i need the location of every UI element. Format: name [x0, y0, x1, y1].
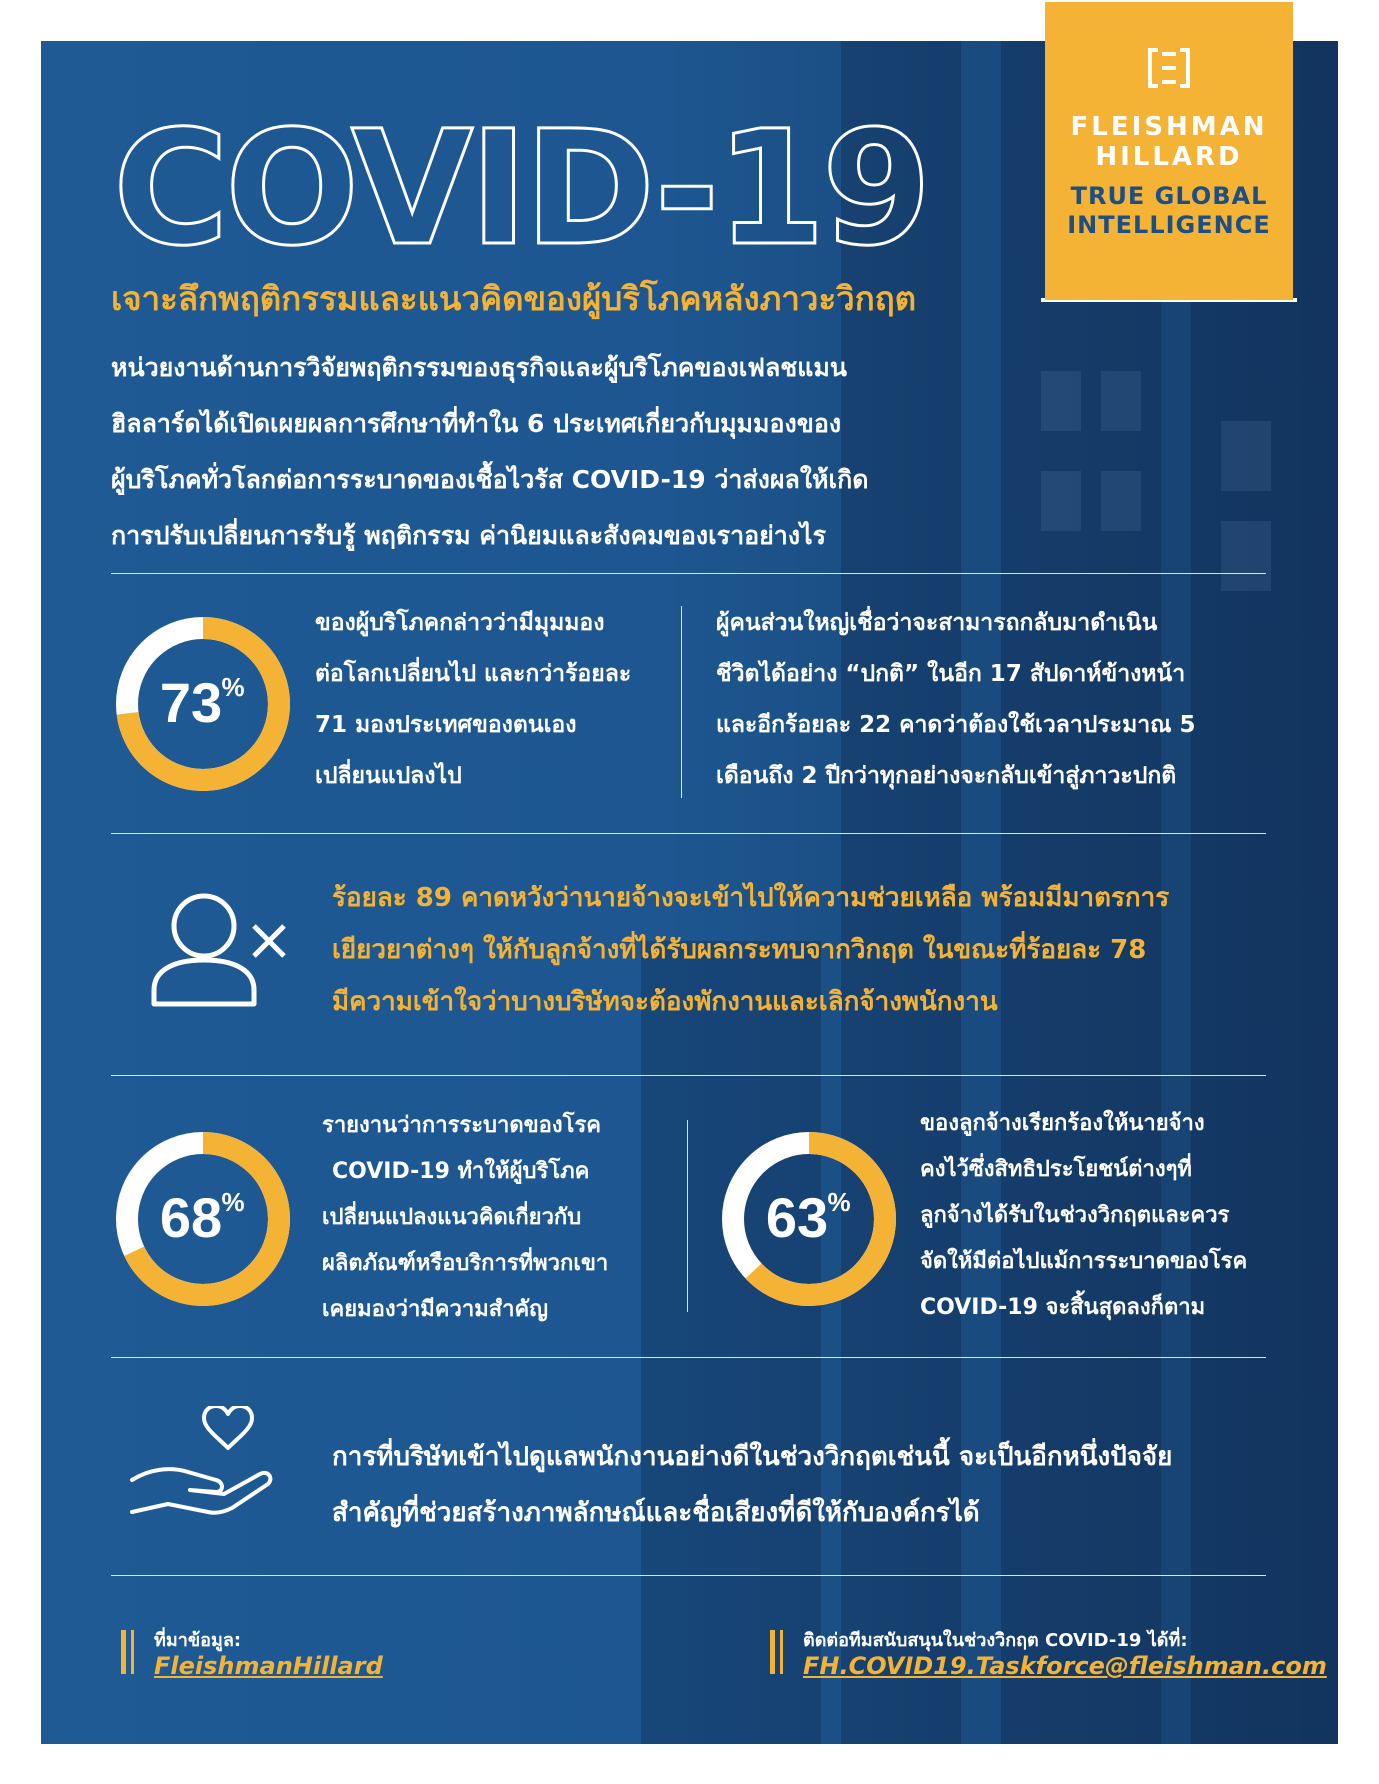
background-window [1221, 421, 1271, 491]
background-window [1221, 521, 1271, 591]
stat-63-text [920, 1101, 1247, 1331]
stat-number: 68 [159, 1186, 223, 1249]
stat-line: เดือนถึง 2 ปีกว่าทุกอย่างจะกลับเข้าสู่ภาวะปกติ [716, 763, 1177, 789]
stat-line: เปลี่ยนแปลงแนวคิดเกี่ยวกับ [322, 1205, 582, 1230]
intro-line: ฮิลลาร์ดได้เปิดเผยผลการศึกษาที่ทำใน 6 ประเทศเกี่ยวกับมุมมองของ [111, 409, 842, 438]
background-window [1041, 471, 1081, 531]
stat-line: จัดให้มีต่อไปแม้การระบาดของโรค [920, 1249, 1248, 1274]
fh-logo-icon [1146, 46, 1192, 90]
stat-ring-68 [113, 1129, 293, 1309]
page-title: COVID-19 [113, 97, 928, 281]
stat-line: ของลูกจ้างเรียกร้องให้นายจ้าง [920, 1111, 1205, 1136]
stat-unit: % [221, 1187, 245, 1217]
page-subtitle: เจาะลึกพฤติกรรมและแนวคิดของผู้บริโภคหลังภาวะวิกฤต [111, 279, 917, 318]
background-window [1101, 471, 1141, 531]
intro-line: ผู้บริโภคทั่วโลกต่อการระบาดของเชื้อไวรัส COVID-19 ว่าส่งผลให้เกิด [111, 465, 869, 494]
stat-line: ของผู้บริโภคกล่าวว่ามีมุมมอง [315, 610, 605, 636]
intro-line: หน่วยงานด้านการวิจัยพฤติกรรมของธุรกิจและผู้บริโภคของเฟลชแมน [111, 353, 847, 382]
contact-accent-bar [780, 1630, 783, 1674]
brand-tagline-line2: INTELLIGENCE [1067, 211, 1271, 239]
stat-line: เปลี่ยนแปลงไป [315, 763, 462, 789]
recovery-text [716, 598, 1196, 802]
stat-68-text [322, 1103, 608, 1333]
contact-accent-bar [770, 1630, 775, 1674]
stat-unit: % [221, 672, 245, 702]
stat-line: ชีวิตได้อย่าง “ปกติ” ในอีก 17 สัปดาห์ข้างหน้า [716, 661, 1186, 687]
stat-line: เคยมองว่ามีความสำคัญ [322, 1297, 548, 1322]
intro-paragraph [111, 340, 991, 564]
divider [111, 1575, 1266, 1576]
stat-unit: % [827, 1187, 851, 1217]
stat-line: และอีกร้อยละ 22 คาดว่าต้องใช้เวลาประมาณ 5 [716, 712, 1196, 738]
care-text [332, 1429, 1172, 1541]
heart-hand-icon [128, 1406, 276, 1518]
source-accent-bar [121, 1630, 126, 1674]
stat-line: รายงานว่าการระบาดของโรค [322, 1113, 601, 1138]
divider [111, 833, 1266, 834]
stat-number: 73 [159, 671, 223, 734]
stat-line: ผู้คนส่วนใหญ่เชื่อว่าจะสามารถกลับมาดำเนิน [716, 610, 1158, 636]
contact-label: ติดต่อทีมสนับสนุนในช่วงวิกฤต COVID-19 ได้ที่: [803, 1630, 1188, 1651]
brand-name-line2: HILLARD [1095, 142, 1243, 172]
stat-line: 71 มองประเทศของตนเอง [315, 712, 577, 738]
stat-number: 63 [765, 1186, 829, 1249]
stat-line: COVID-19 จะสิ้นสุดลงก็ตาม [920, 1295, 1206, 1320]
brand-logo [1045, 2, 1293, 300]
stat-line: ต่อโลกเปลี่ยนไป และกว่าร้อยละ [315, 661, 632, 687]
stat-ring-73 [113, 614, 293, 794]
stat-ring-63 [719, 1129, 899, 1309]
source-label: ที่มาข้อมูล: [154, 1630, 242, 1651]
divider [111, 573, 1266, 574]
user-remove-icon [150, 890, 290, 1010]
employer-line: มีความเข้าใจว่าบางบริษัทจะต้องพักงานและเลิกจ้างพนักงาน [332, 987, 998, 1017]
stat-line: COVID-19 ทำให้ผู้บริโภค [332, 1159, 590, 1184]
brand-name-line1: FLEISHMAN [1070, 112, 1268, 142]
stat-line: คงไว้ซึ่งสิทธิประโยชน์ต่างๆที่ [920, 1157, 1192, 1182]
background-window [1041, 371, 1081, 431]
stat-line: ผลิตภัณฑ์หรือบริการที่พวกเขา [322, 1251, 609, 1276]
background-window [1101, 371, 1141, 431]
source-accent-bar [131, 1630, 134, 1674]
background-building [641, 941, 821, 1744]
vertical-divider [681, 606, 682, 798]
care-line: การที่บริษัทเข้าไปดูแลพนักงานอย่างดีในช่วงวิกฤตเช่นนี้ จะเป็นอีกหนึ่งปัจจัย [332, 1442, 1173, 1472]
divider [111, 1075, 1266, 1076]
contact-email-link[interactable]: FH.COVID19.Taskforce@fleishman.com [803, 1652, 1327, 1680]
employer-line: ร้อยละ 89 คาดหวังว่านายจ้างจะเข้าไปให้ความช่วยเหลือ พร้อมมีมาตรการ [332, 883, 1170, 913]
intro-line: การปรับเปลี่ยนการรับรู้ พฤติกรรม ค่านิยมและสังคมของเราอย่างไร [111, 521, 827, 550]
brand-tagline-line1: TRUE GLOBAL [1070, 182, 1268, 210]
divider [111, 1357, 1266, 1358]
employer-line: เยียวยาต่างๆ ให้กับลูกจ้างที่ได้รับผลกระทบจากวิกฤต ในขณะที่ร้อยละ 78 [332, 935, 1147, 965]
care-line: สำคัญที่ช่วยสร้างภาพลักษณ์และชื่อเสียงที่ดีให้กับองค์กรได้ [332, 1498, 980, 1528]
source-link[interactable]: FleishmanHillard [154, 1652, 383, 1680]
stat-line: ลูกจ้างได้รับในช่วงวิกฤตและควร [920, 1203, 1230, 1228]
employer-text [332, 872, 1169, 1028]
vertical-divider [687, 1120, 688, 1312]
stat-73-text [315, 598, 631, 802]
